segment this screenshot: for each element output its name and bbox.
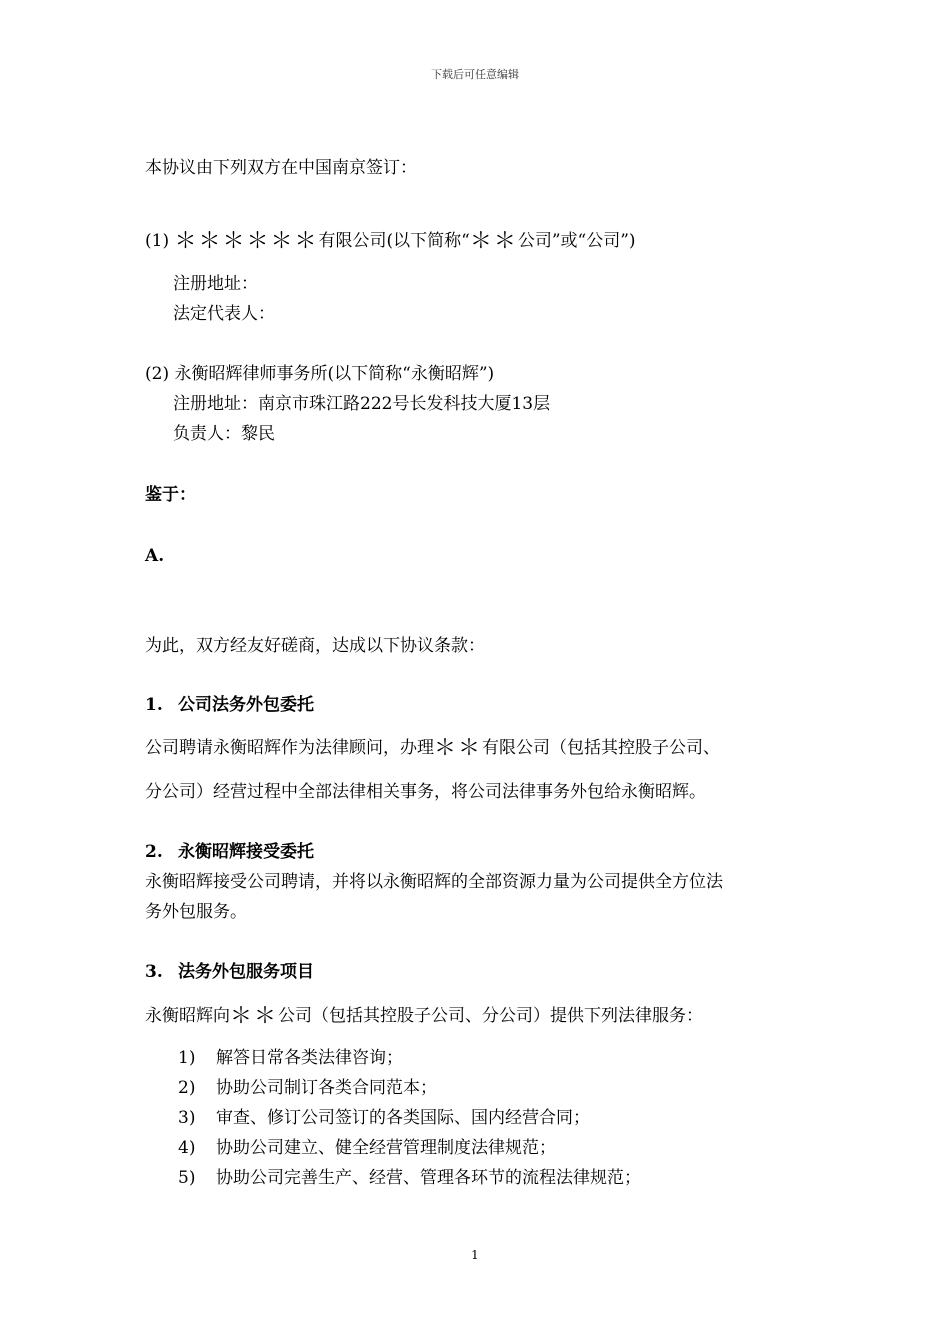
section3-stars: ＊＊ xyxy=(230,1004,279,1029)
list-item-text: 协助公司完善生产、经营、管理各环节的流程法律规范； xyxy=(216,1168,641,1188)
section1-line1-post: 有限公司（包括其控股子公司、 xyxy=(482,738,721,758)
list-item-num: 3) xyxy=(178,1108,196,1128)
section3-num: 3. xyxy=(145,962,163,982)
section1-stars: ＊＊ xyxy=(434,736,483,761)
party1-address: 注册地址： xyxy=(173,274,258,294)
list-item-num: 2) xyxy=(178,1078,196,1098)
intro-text: 本协议由下列双方在中国南京签订： xyxy=(145,158,417,178)
section1-title: 公司法务外包委托 xyxy=(178,695,314,715)
list-item xyxy=(178,1106,590,1130)
section3-intro-post: 公司（包括其控股子公司、分公司）提供下列法律服务： xyxy=(278,1006,704,1026)
party2-line xyxy=(145,362,494,386)
party1-stars: ＊＊＊＊＊＊ xyxy=(174,229,319,254)
item-a: A. xyxy=(145,546,165,566)
list-item xyxy=(178,1136,556,1160)
party2-representative: 负责人：黎民 xyxy=(173,424,275,444)
agreed-text: 为此，双方经友好磋商，达成以下协议条款： xyxy=(145,636,485,656)
section3-intro xyxy=(145,1004,703,1029)
section1-num: 1. xyxy=(145,695,163,715)
party2-num: (2) xyxy=(145,364,170,384)
section1-line1-pre: 公司聘请永衡昭辉作为法律顾问，办理 xyxy=(145,738,434,758)
section2-num: 2. xyxy=(145,842,163,862)
section2-title: 永衡昭辉接受委托 xyxy=(178,842,314,862)
header-note: 下载后可任意编辑 xyxy=(431,68,519,81)
party2-name: 永衡昭辉律师事务所(以下简称“永衡昭辉”) xyxy=(174,364,495,384)
list-item-num: 5) xyxy=(178,1168,196,1188)
list-item xyxy=(178,1046,403,1070)
section2-line2: 务外包服务。 xyxy=(145,902,247,922)
section1-heading xyxy=(145,693,314,717)
party1-representative: 法定代表人： xyxy=(173,304,275,324)
party2-address: 注册地址：南京市珠江路222号长发科技大厦13层 xyxy=(173,394,551,414)
section2-heading xyxy=(145,840,314,864)
section2-line1: 永衡昭辉接受公司聘请，并将以永衡昭辉的全部资源力量为公司提供全方位法 xyxy=(145,872,723,892)
list-item-text: 协助公司制订各类合同范本； xyxy=(216,1078,437,1098)
list-item xyxy=(178,1166,641,1190)
section3-title: 法务外包服务项目 xyxy=(178,962,314,982)
page-number: 1 xyxy=(471,1248,479,1262)
list-item-num: 1) xyxy=(178,1048,196,1068)
section3-intro-pre: 永衡昭辉向 xyxy=(145,1006,230,1026)
section1-line2: 分公司）经营过程中全部法律相关事务，将公司法律事务外包给永衡昭辉。 xyxy=(145,782,706,802)
list-item-num: 4) xyxy=(178,1138,196,1158)
list-item xyxy=(178,1076,437,1100)
party1-name-rest: 有限公司(以下简称“ xyxy=(318,231,470,251)
party1-short-stars: ＊＊ xyxy=(469,229,518,254)
party1-short-rest: 公司”或“公司”) xyxy=(517,231,636,251)
list-item-text: 审查、修订公司签订的各类国际、国内经营合同； xyxy=(216,1108,590,1128)
whereas-heading: 鉴于： xyxy=(145,485,196,505)
section3-heading xyxy=(145,960,314,984)
section1-line1 xyxy=(145,736,720,761)
party1-num: (1) xyxy=(145,231,170,251)
list-item-text: 解答日常各类法律咨询； xyxy=(216,1048,403,1068)
list-item-text: 协助公司建立、健全经营管理制度法律规范； xyxy=(216,1138,556,1158)
party1-line xyxy=(145,229,636,254)
